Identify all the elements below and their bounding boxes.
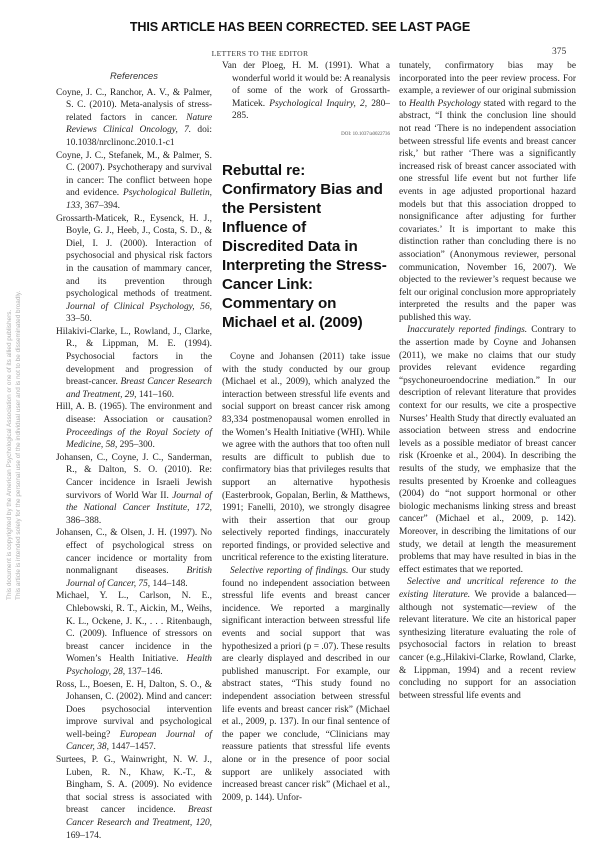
reference-source: Psychological Inquiry, 2,	[269, 98, 368, 109]
reference-source: European Journal of Cancer, 38,	[66, 729, 212, 753]
reference-text: Hilakivi-Clarke, L., Rowland, J., Clarke, R., & Lippman, M. E. (1994). Psychosocial factors in the development and progression of breast-cancer.	[56, 326, 212, 388]
page-number: 375	[552, 47, 567, 57]
correction-banner: THIS ARTICLE HAS BEEN CORRECTED. SEE LAST PAGE	[129, 20, 471, 34]
paragraph-intro: Coyne and Johansen (2011) take issue with the study conducted by our group (Michael et al., 2009), which analyzed the interaction between stressful life events and social support on breast cancer risk among 83,334 postmenopausal women enrolled in the Women’s Health Initiative (WHI). While we agree with the authors that too often null results are difficult to publish due to confirmatory bias that privileges results that support an alternative hypothesis (Easterbrook, Gopalan, Berlin, & Matthews, 1991; Fanelli, 2010), we strongly disagree with their assertion that our group selectively reported findings, inaccurately reported findings, or provided selective and uncritical reference to the existing literature.	[222, 351, 390, 564]
copyright-notice: This document is copyrighted by the American Psychological Association or one of its allied publishers.	[6, 309, 13, 600]
reference-text: Ross, L., Boesen, E. H, Dalton, S. O., & Johansen, C. (2002). Mind and cancer: Does psychosocial intervention improve survival and psychological well-being?	[56, 679, 212, 740]
section-lead: Inaccurately reported findings.	[407, 325, 528, 336]
reference-text: Johansen, C., Coyne, J. C., Sanderman, R., & Dalton, S. O. (2010). Re: Cancer incidence in Israeli Jewish survivors of World War II.	[56, 452, 212, 501]
section-lead: Selective reporting of findings.	[230, 566, 349, 577]
reference-text: 280–285.	[232, 98, 390, 122]
reference-text: Coyne, J. C., Stefanek, M., & Palmer, S. C. (2007). Psychotherapy and survival in cancer: The conflict between hope and evidence.	[56, 150, 212, 199]
reference-source: Health Psychology, 28,	[66, 654, 212, 677]
paragraph-inaccurate-reporting: Inaccurately reported findings. Contrary to the assertion made by Coyne and Johansen (2011), we make no claims that our study provides relevant evidence regarding “psychoneuroendocrine mediation.” In our description of relevant literature that provides context for our results, we cite a prospective Nurses’ Health Study that directly evaluated an association between stress and endocrine levels as a possible mediator of breast cancer risk (Kroenke et al., 2004). In describing the results of the study, we emphasize that the results presented by Kroenke and colleagues (2004) do “not support hormonal or other biologic mechanisms linking stress and breast cancer” (Michael et al., 2009, p. 142). Moreover, in describing the limitations of our study, we detail at length the measurement problems that may have resulted in bias in the effect estimates that we reported.	[399, 325, 576, 575]
paragraph-selective-reference: Selective and uncritical reference to the existing literature. We provide a balanced—although not systematic—review of the relevant literature. We cite an historical paper synthesizing literature evaluating the role of psychosocial factors in relation to breast cancer (e.g.,Hilakivi-Clarke, Rowland, Clarke, & Lippman, 1994) and a recent review concluding no support for an association between stressful life events and	[399, 577, 576, 701]
column-3	[399, 60, 576, 702]
reference-item	[56, 401, 212, 451]
reference-source: Breast Cancer Research and Treatment, 120,	[66, 805, 212, 829]
references-column-1	[56, 70, 212, 842]
reference-item	[56, 326, 212, 402]
reference-text: 386–388.	[66, 515, 102, 526]
reference-text: doi: 10.1038/nrclinonc.2010.1-c1	[66, 125, 212, 148]
reference-source: Journal of the National Cancer Institute, 172,	[66, 490, 212, 514]
doi: DOI: 10.1037/a0022736	[341, 131, 390, 137]
reference-text: 367–394.	[82, 200, 120, 211]
usage-notice: This article is intended solely for the personal use of the individual user and is not to be disseminated broadly.	[15, 290, 22, 600]
reference-text: Coyne, J. C., Ranchor, A. V., & Palmer, S. C. (2010). Meta-analysis of stress-related factors in cancer.	[56, 87, 212, 123]
references-heading: References	[110, 70, 158, 81]
reference-source: British Journal of Cancer, 75,	[66, 566, 212, 589]
reference-item	[56, 527, 212, 590]
column-2	[222, 60, 390, 804]
reference-item	[56, 679, 212, 755]
reference-item	[222, 60, 390, 123]
reference-text: Grossarth-Maticek, R., Eysenck, H. J., Boyle, G. J., Heeb, J., Costa, S. D., & Diel, I. J. (2000). Interaction of psychosocial and physical risk factors in the causation of mammary cancer, and its prevention through psychological methods of treatment.	[56, 213, 212, 300]
reference-text: 137–146.	[125, 666, 163, 677]
reference-text: Johansen, C., & Olsen, J. H. (1997). No effect of psychological stress on cancer incidence or mortality from nonmalignant diseases.	[56, 528, 212, 577]
reference-text: 1447–1457.	[108, 742, 156, 753]
section-lead: Selective and uncritical reference to the existing literature.	[399, 577, 576, 600]
reference-item	[56, 213, 212, 326]
reference-item	[56, 87, 212, 150]
reference-text: 144–148.	[150, 578, 188, 589]
reference-item	[56, 754, 212, 842]
article-title: Rebuttal re: Confirmatory Bias and the Persistent Influence of Discredited Data in Interpreting the Stress-Cancer Link: Commentary on Michael et al. (2009)	[222, 161, 387, 331]
reference-text: Michael, Y. L., Carlson, N. E., Chlebowski, R. T., Aickin, M., Weihs, K. L., Ockene, J. K., . . . Ritenbaugh, C. (2009). Influence of stressors on breast cancer incidence in the Women’s Health Initiative.	[56, 591, 212, 665]
reference-text: 169–174.	[66, 830, 102, 841]
reference-source: Nature Reviews Clinical Oncology, 7.	[66, 112, 212, 136]
journal-name: Health Psychology	[409, 98, 481, 109]
reference-text: Hill, A. B. (1965). The environment and disease: Association or causation?	[56, 402, 212, 426]
reference-source: Breast Cancer Research and Treatment, 29,	[66, 377, 212, 400]
reference-text: 33–50.	[66, 314, 92, 325]
reference-text: 295–300.	[117, 440, 155, 451]
reference-item	[56, 150, 212, 213]
reference-text: Van der Ploeg, H. M. (1991). What a wonderful world it would be: A reanalysis of some of the work of Grossarth-Maticek.	[222, 61, 390, 109]
reference-item	[56, 590, 212, 678]
reference-source: Psychological Bulletin, 133,	[66, 188, 212, 211]
running-head: LETTERS TO THE EDITOR	[211, 49, 309, 58]
reference-text: Surtees, P. G., Wainwright, N. W. J., Luben, R. N., Khaw, K.-T., & Bingham, S. A. (2009). No evidence that social stress is associated with breast cancer incidence.	[56, 755, 212, 816]
reference-source: Journal of Clinical Psychology, 56,	[66, 301, 212, 312]
paragraph-continued: tunately, confirmatory bias may be incorporated into the peer review process. For example, a reviewer of our original submission to Health Psychology stated with regard to the abstract, “I think the conclusion line should not read ‘There is no independent association between stressful life events and breast cancer risk,’ but rather ‘There was a significantly increased risk of breast cancer associated with one stressful life event but not further life events in age adjusted proportional hazard models but that this association dropped to nonsignificance after adjusting for further covariates.’ It is important to make this distinction rather than concluding there is no association” (Anonymous reviewer, personal communication, November 16, 2007). We objected to the reviewer’s request because we felt our original conclusion more appropriately interpreted the results and the paper was published this way.	[399, 61, 577, 323]
reference-source: Proceedings of the Royal Society of Medicine, 58,	[66, 427, 212, 451]
reference-text: 141–160.	[136, 389, 174, 400]
reference-item	[56, 452, 212, 528]
paragraph-selective-reporting: Selective reporting of findings. Our study found no independent association between stressful life events and breast cancer incidence. We reported a marginally significant interaction between stressful life events and social support that was hypothesized a priori (p = .07). These results are clearly displayed and described in our published manuscript. For example, our abstract states, “This study found no independent association between stressful life events and breast cancer risk” (Michael et al., 2009, p. 137). In our final sentence of the paper we conclude, “Clinicians may reassure patients that stressful life events alone or in the presence of poor social support are unlikely associated with increased breast cancer risk” (Michael et al., 2009, p. 144). Unfor-	[222, 566, 390, 803]
